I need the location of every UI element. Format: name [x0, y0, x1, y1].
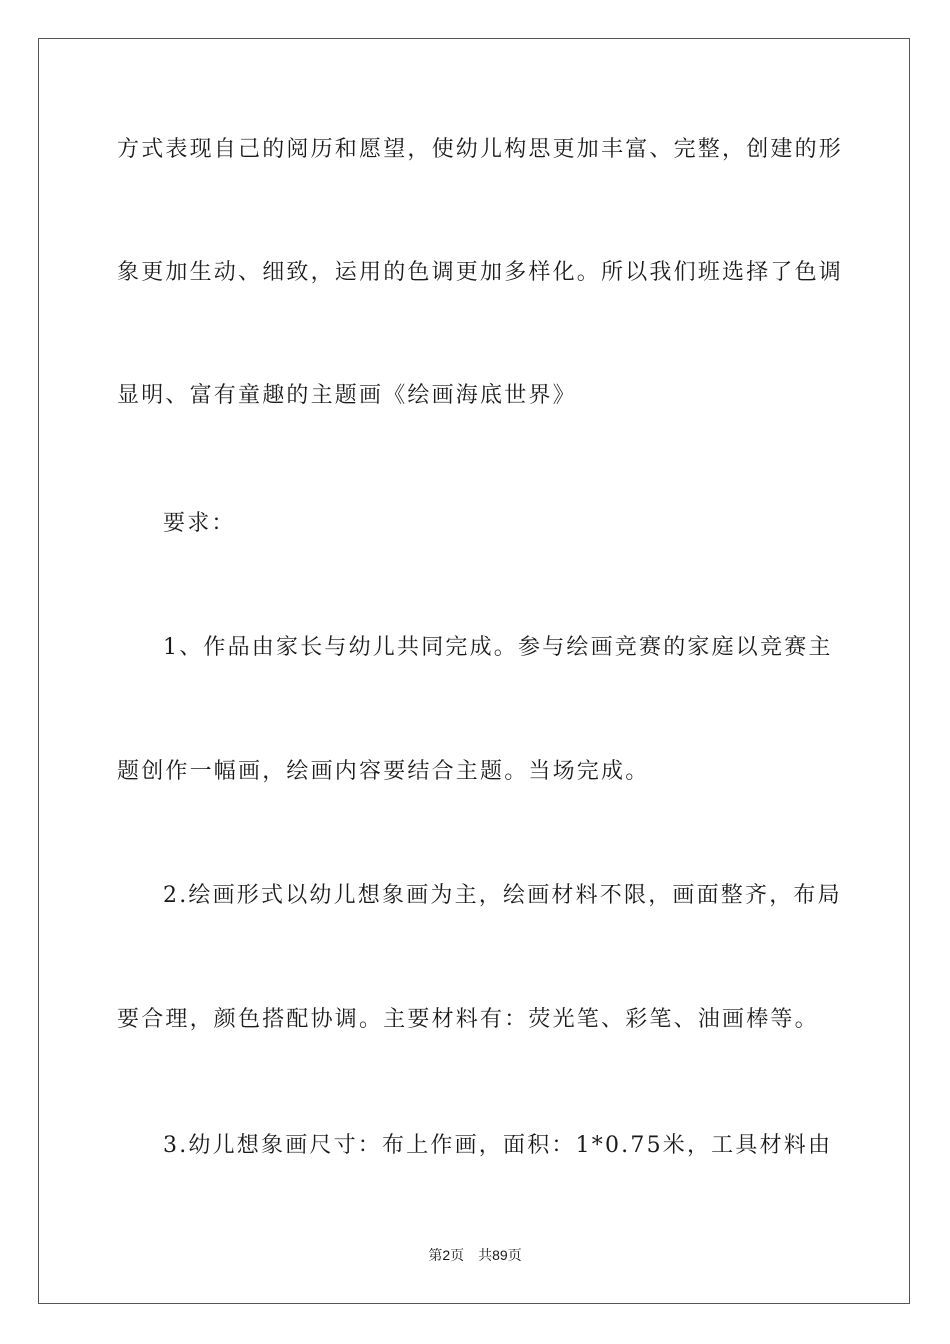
paragraph-line-2: 象更加生动、细致，运用的色调更加多样化。所以我们班选择了色调 [117, 260, 844, 285]
page-number: 2 [442, 1247, 451, 1263]
requirement-1-line-2: 题创作一幅画，绘画内容要结合主题。当场完成。 [117, 759, 650, 784]
total-suffix: 页 [507, 1248, 522, 1264]
page-footer [0, 1246, 950, 1265]
requirement-1-line-1: 1、作品由家长与幼儿共同完成。参与绘画竞赛的家庭以竞赛主 [163, 635, 833, 660]
total-prefix: 共 [478, 1248, 493, 1264]
page-prefix: 第 [428, 1248, 443, 1264]
page-suffix: 页 [450, 1248, 465, 1264]
requirements-heading: 要求： [163, 511, 236, 536]
page-border [38, 38, 910, 1304]
requirement-3-line-1: 3.幼儿想象画尺寸：布上作画，面积：1*0.75米，工具材料由 [163, 1133, 833, 1158]
requirement-2-line-1: 2.绘画形式以幼儿想象画为主，绘画材料不限，画面整齐，布局 [163, 883, 842, 908]
requirement-2-line-2: 要合理，颜色搭配协调。主要材料有：荧光笔、彩笔、油画棒等。 [117, 1007, 819, 1032]
paragraph-line-3: 显明、富有童趣的主题画《绘画海底世界》 [117, 383, 577, 408]
total-pages: 89 [492, 1247, 508, 1263]
paragraph-line-1: 方式表现自己的阅历和愿望，使幼儿构思更加丰富、完整，创建的形 [117, 137, 844, 162]
